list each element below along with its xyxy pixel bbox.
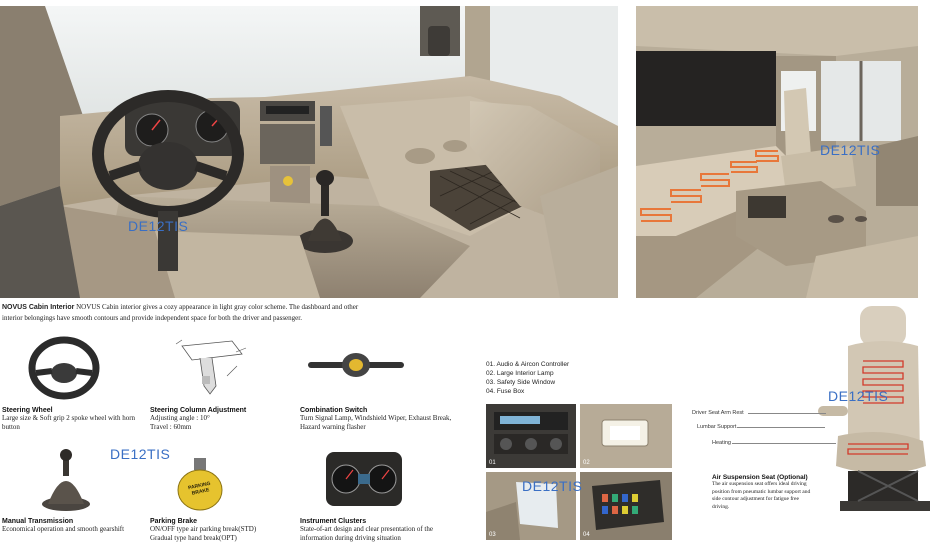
cockpit-illustration bbox=[0, 6, 618, 298]
seat-label-lumbar: Lumbar Support bbox=[697, 424, 737, 430]
feature-title: Instrument Clusters bbox=[300, 518, 367, 525]
feature-title: Steering Wheel bbox=[2, 407, 53, 414]
watermark: DE12TIS bbox=[110, 446, 171, 462]
feature-title: Parking Brake bbox=[150, 518, 198, 525]
intro-title: NOVUS Cabin Interior bbox=[2, 304, 75, 311]
feature-parking-brake bbox=[150, 518, 290, 543]
sleeper-photo bbox=[636, 6, 918, 298]
seat-title: Air Suspension Seat (Optional) bbox=[712, 474, 808, 481]
thumb-number: 01 bbox=[489, 460, 496, 466]
feature-title: Steering Column Adjustment bbox=[150, 407, 247, 414]
interior-list-item: 01. Audio & Aircon Controller bbox=[486, 361, 570, 368]
combination-switch-icon bbox=[306, 346, 406, 386]
feature-desc: Large size & Soft grip 2 spoke wheel with horn button bbox=[2, 414, 136, 431]
cockpit-photo bbox=[0, 6, 618, 298]
seat-label-arm-rest: Driver Seat Arm Rest bbox=[692, 410, 744, 416]
instrument-cluster-icon bbox=[326, 452, 402, 506]
feature-combination-switch bbox=[300, 407, 460, 432]
watermark: DE12TIS bbox=[522, 478, 583, 494]
feature-desc: State-of-art design and clear presentation of the information during driving situation bbox=[300, 525, 433, 542]
thumb-number: 02 bbox=[583, 460, 590, 466]
watermark: DE12TIS bbox=[128, 218, 189, 234]
feature-instrument-clusters bbox=[300, 518, 450, 543]
cabin-intro bbox=[2, 302, 374, 323]
seat-label-line bbox=[748, 413, 826, 414]
thumb-number: 03 bbox=[489, 532, 496, 538]
gear-shift-icon bbox=[38, 448, 94, 512]
interior-list-item: 04. Fuse Box bbox=[486, 388, 525, 395]
thumb-fuse-box bbox=[580, 472, 672, 540]
thumb-interior-lamp bbox=[580, 404, 672, 468]
seat-label-line bbox=[732, 443, 836, 444]
feature-desc: Adjusting angle : 10° Travel : 60mm bbox=[150, 414, 210, 431]
seat-label-line bbox=[737, 427, 825, 428]
thumb-number: 04 bbox=[583, 532, 590, 538]
watermark: DE12TIS bbox=[828, 388, 889, 404]
interior-list bbox=[486, 360, 569, 396]
interior-list-item: 02. Large Interior Lamp bbox=[486, 370, 554, 377]
watermark: DE12TIS bbox=[820, 142, 881, 158]
feature-desc: ON/OFF type air parking break(STD) Gradual type hand break(OPT) bbox=[150, 525, 257, 542]
interior-list-item: 03. Safety Side Window bbox=[486, 379, 556, 386]
intro-text: NOVUS Cabin interior gives a cozy appearance in light gray color scheme. The dashboard and other interior belongings have smooth contours and provide independent space for both the driver and passenger. bbox=[2, 303, 359, 322]
parking-brake-knob-text: PARKING BRAKE bbox=[187, 480, 212, 497]
feature-title: Manual Transmission bbox=[2, 518, 74, 525]
steering-column-icon bbox=[172, 336, 252, 398]
feature-manual-transmission bbox=[2, 518, 142, 534]
seat-description bbox=[712, 474, 812, 511]
feature-desc: Economical operation and smooth gearshift bbox=[2, 525, 125, 533]
steering-wheel-icon bbox=[28, 335, 100, 401]
feature-steering-column bbox=[150, 407, 290, 432]
feature-desc: Turn Signal Lamp, Windshield Wiper, Exhaust Break, Hazard warning flasher bbox=[300, 414, 452, 431]
seat-desc: The air suspension seat offers ideal driving position from pneumatic lumbar support and side contour adjustment for fatigue free driving. bbox=[712, 481, 811, 510]
feature-title: Combination Switch bbox=[300, 407, 368, 414]
thumb-audio-aircon bbox=[486, 404, 576, 468]
feature-steering-wheel bbox=[2, 407, 142, 432]
seat-label-heating: Heating bbox=[712, 440, 731, 446]
